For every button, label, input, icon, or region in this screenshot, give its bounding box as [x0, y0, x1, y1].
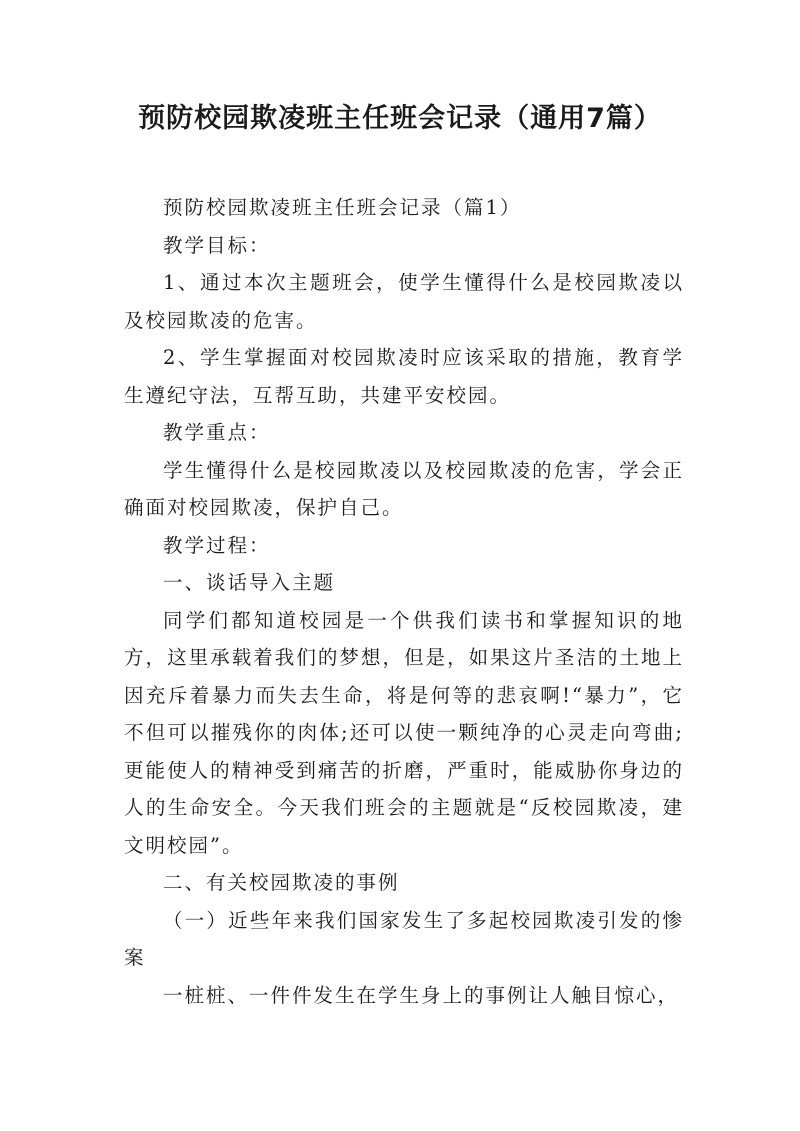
paragraph: 同学们都知道校园是一个供我们读书和掌握知识的地方，这里承载着我们的梦想，但是，如果这片圣洁的土地上因充斥着暴力而失去生命，将是何等的悲哀啊!“暴力”，它不但可以摧残你的肉体;还可以使一颗纯净的心灵走向弯曲;更能使人的精神受到痛苦的折磨，严重时，能威胁你身边的人的生命安全。今天我们班会的主题就是“反校园欺凌，建文明校园”。 — [124, 608, 684, 857]
paragraph: 二、有关校园欺凌的事例 — [163, 871, 400, 894]
paragraph: 教学重点： — [163, 421, 271, 444]
paragraph: 2、学生掌握面对校园欺凌时应该采取的措施，教育学生遵纪守法，互帮互助，共建平安校园。 — [124, 346, 684, 407]
paragraph: 学生懂得什么是校园欺凌以及校园欺凌的危害，学会正确面对校园欺凌，保护自己。 — [124, 458, 684, 519]
paragraph: 教学目标： — [163, 233, 271, 257]
document-title: 预防校园欺凌班主任班会记录（通用7篇） — [138, 103, 662, 134]
paragraph: 1、通过本次主题班会，使学生懂得什么是校园欺凌以及校园欺凌的危害。 — [124, 271, 684, 332]
section-heading: 预防校园欺凌班主任班会记录（篇1） — [163, 196, 522, 219]
paragraph: 一、谈话导入主题 — [163, 571, 336, 594]
paragraph: （一）近些年来我们国家发生了多起校园欺凌引发的惨案 — [124, 908, 684, 969]
document-body — [124, 189, 684, 1014]
paragraph: 一桩桩、一件件发生在学生身上的事例让人触目惊心， — [163, 983, 680, 1007]
paragraph: 教学过程： — [163, 533, 271, 557]
